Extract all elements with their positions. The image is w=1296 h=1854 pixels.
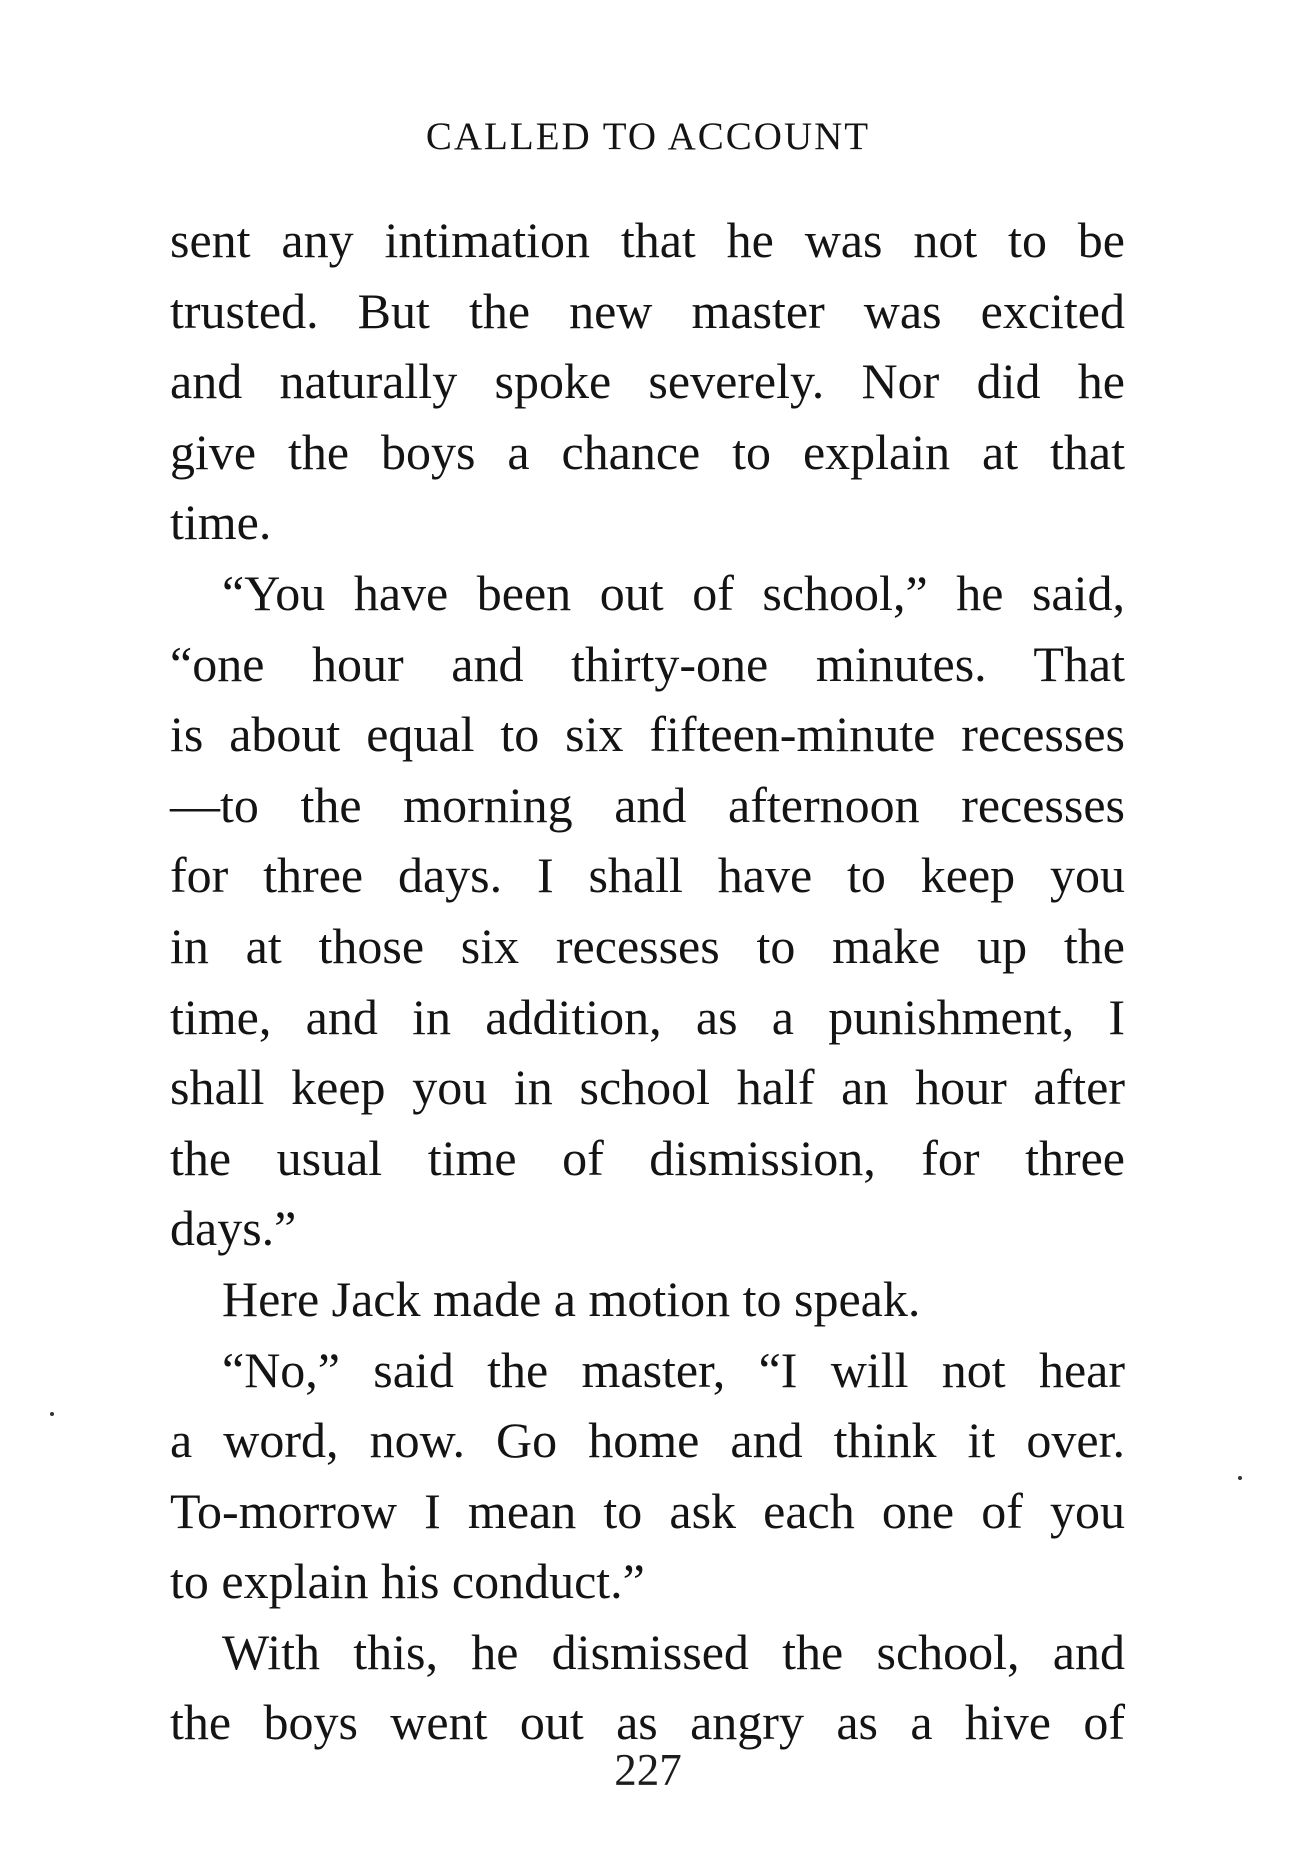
text-line: —to the morning and afternoon recesses — [170, 776, 1125, 833]
text-line: “one hour and thirty-one minutes. That — [170, 635, 1125, 692]
text-line: shall keep you in school half an hour after — [170, 1059, 1125, 1116]
scan-speck — [1238, 1476, 1242, 1480]
running-head: CALLED TO ACCOUNT — [425, 115, 871, 158]
paragraph — [170, 1264, 1125, 1335]
text-line: in at those six recesses to make up the — [170, 917, 1125, 974]
text-line: for three days. I shall have to keep you — [170, 847, 1125, 904]
text-line: the boys went out as angry as a hive of — [170, 1694, 1125, 1751]
page-number: 227 — [614, 1745, 682, 1795]
text-line: “You have been out of school,” he said, — [222, 564, 1125, 621]
paragraph — [170, 1617, 1125, 1758]
paragraph — [170, 205, 1125, 558]
body-text — [170, 205, 1125, 1758]
text-line: to explain his conduct.” — [170, 1553, 645, 1610]
text-line: and naturally spoke severely. Nor did he — [170, 353, 1125, 410]
paragraph — [170, 1335, 1125, 1617]
paragraph — [170, 558, 1125, 1264]
text-line: With this, he dismissed the school, and — [222, 1623, 1125, 1680]
text-line: is about equal to six fifteen-minute recesses — [170, 706, 1125, 763]
text-line: days.” — [170, 1200, 297, 1257]
text-line: the usual time of dismission, for three — [170, 1129, 1125, 1186]
text-line: time, and in addition, as a punishment, I — [170, 988, 1125, 1045]
text-line: trusted. But the new master was excited — [170, 282, 1125, 339]
text-line: “No,” said the master, “I will not hear — [222, 1341, 1125, 1398]
text-line: give the boys a chance to explain at that — [170, 423, 1125, 480]
scan-speck — [50, 1412, 54, 1416]
text-line: To-morrow I mean to ask each one of you — [170, 1482, 1125, 1539]
text-line: a word, now. Go home and think it over. — [170, 1412, 1125, 1469]
text-line: time. — [170, 494, 272, 551]
text-line: Here Jack made a motion to speak. — [222, 1270, 921, 1327]
text-line: sent any intimation that he was not to be — [170, 212, 1125, 268]
